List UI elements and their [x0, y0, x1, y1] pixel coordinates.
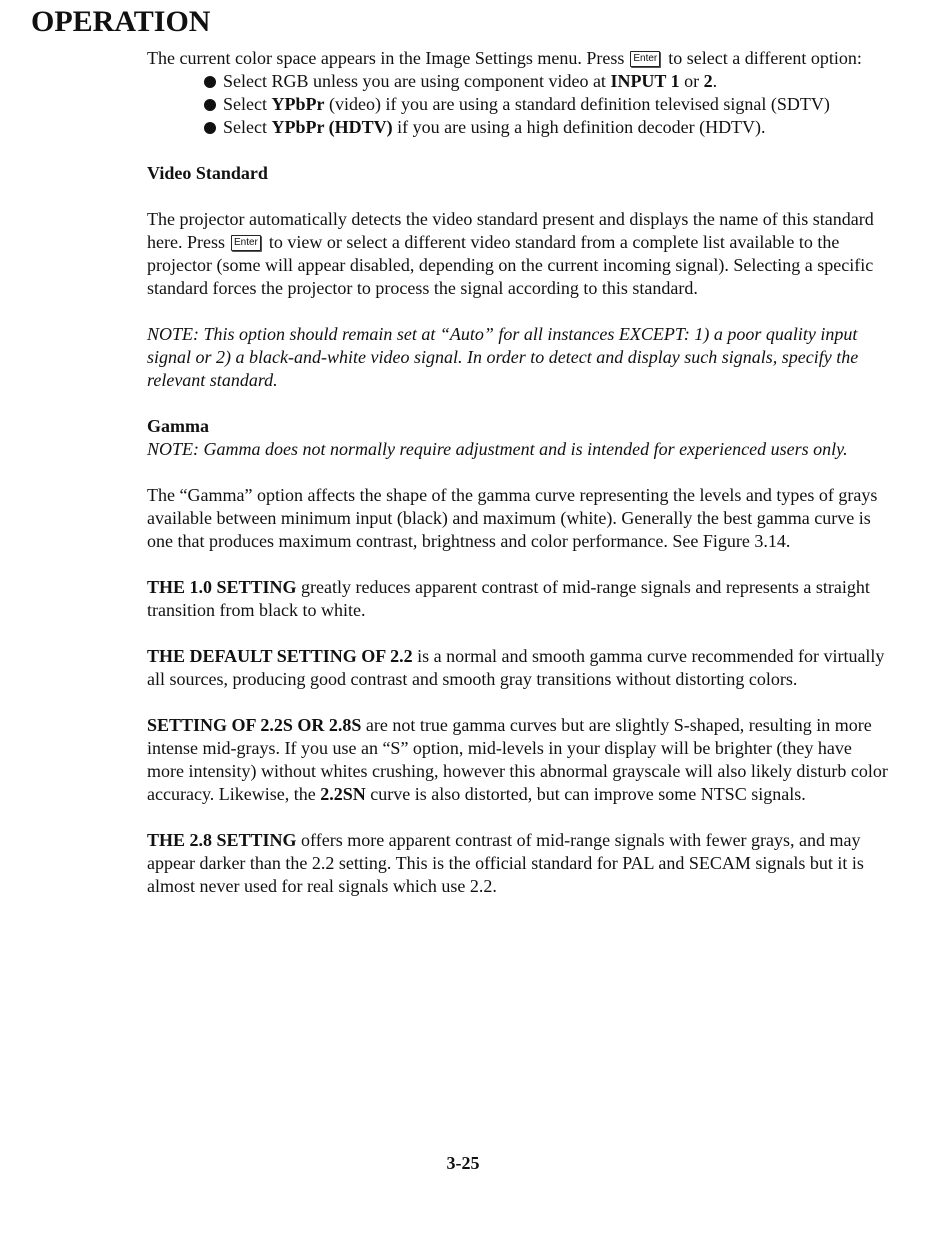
list-item — [204, 116, 892, 139]
section-title: OPERATION — [31, 5, 211, 38]
color-space-options-list — [147, 70, 892, 139]
bullet-icon — [204, 99, 216, 111]
gamma-s-setting-paragraph — [147, 714, 892, 806]
list-item — [204, 70, 892, 93]
video-standard-heading: Video Standard — [147, 163, 268, 183]
gamma-setting-2-8-text: offers more apparent contrast of mid-range signals with fewer grays, and may appear darker than the 2.2 setting. This is the official standard for PAL and SECAM signals but it is almost never used for real signals which use 2.2. — [147, 830, 864, 896]
bullet-bold-text: YPbPr (HDTV) — [271, 117, 393, 137]
bullet-text: . — [712, 71, 718, 91]
bullet-text: Select RGB unless you are using component video at — [223, 71, 611, 91]
enter-key-icon: Enter — [630, 51, 660, 67]
color-space-text-before: The current color space appears in the Image Settings menu. Press — [147, 48, 625, 68]
bullet-bold-text: 2 — [703, 71, 713, 91]
gamma-setting-1-0-paragraph — [147, 576, 892, 622]
video-standard-text-before: The projector automatically detects the video standard present and displays the name of this standard here. Press — [147, 209, 874, 252]
bullet-text: (video) if you are using a standard definition televised signal (SDTV) — [324, 94, 830, 114]
video-standard-note: NOTE: This option should remain set at “Auto” for all instances EXCEPT: 1) a poor quality input signal or 2) a black-and-white video signal. In order to detect and display such signals, specify the relevant standard. — [147, 324, 859, 390]
gamma-s-setting-label: SETTING OF 2.2S OR 2.8S — [147, 715, 362, 735]
bullet-icon — [204, 122, 216, 134]
bullet-text: or — [679, 71, 704, 91]
video-standard-paragraph — [147, 208, 892, 300]
gamma-default-setting-paragraph — [147, 645, 892, 691]
gamma-s-setting-text: are not true gamma curves but are slightly S-shaped, resulting in more intense mid-grays. If you use an “S” option, mid-levels in your display will be brighter (they have more intensity) without whites crushing, however this abnormal grayscale will also likely disturb color accuracy. Likewise, the — [147, 715, 888, 804]
gamma-intro-paragraph: The “Gamma” option affects the shape of the gamma curve representing the levels and types of grays available between minimum input (black) and maximum (white). Generally the best gamma curve is one that produces maximum contrast, brightness and color performance. See Figure 3.14. — [147, 485, 878, 551]
gamma-2-2sn-text: curve is also distorted, but can improve some NTSC signals. — [365, 784, 806, 804]
gamma-setting-1-0-label: THE 1.0 SETTING — [147, 577, 297, 597]
color-space-paragraph — [147, 47, 892, 70]
list-item — [204, 93, 892, 116]
video-standard-text-after: to view or select a different video standard from a complete list available to the projector (some will appear disabled, depending on the current incoming signal). Selecting a specific standard forces the projector to process the signal according to this standard. — [147, 232, 874, 298]
enter-key-icon: Enter — [231, 235, 261, 251]
page-content — [147, 47, 892, 921]
gamma-2-2sn-label: 2.2SN — [320, 784, 366, 804]
page-number: 3-25 — [446, 1153, 480, 1173]
gamma-setting-2-8-paragraph — [147, 829, 892, 898]
bullet-text: Select — [223, 94, 272, 114]
bullet-bold-text: YPbPr — [271, 94, 325, 114]
bullet-bold-text: INPUT 1 — [610, 71, 680, 91]
bullet-text: if you are using a high definition decoder (HDTV). — [392, 117, 766, 137]
gamma-heading: Gamma — [147, 416, 209, 436]
bullet-text: Select — [223, 117, 272, 137]
gamma-default-setting-label: THE DEFAULT SETTING OF 2.2 — [147, 646, 413, 666]
color-space-text-after: to select a different option: — [668, 48, 862, 68]
gamma-setting-2-8-label: THE 2.8 SETTING — [147, 830, 297, 850]
gamma-default-setting-text: is a normal and smooth gamma curve recommended for virtually all sources, producing good contrast and smooth gray transitions without distorting colors. — [147, 646, 885, 689]
gamma-setting-1-0-text: greatly reduces apparent contrast of mid-range signals and represents a straight transition from black to white. — [147, 577, 870, 620]
gamma-note: NOTE: Gamma does not normally require adjustment and is intended for experienced users only. — [147, 439, 848, 459]
bullet-icon — [204, 76, 216, 88]
